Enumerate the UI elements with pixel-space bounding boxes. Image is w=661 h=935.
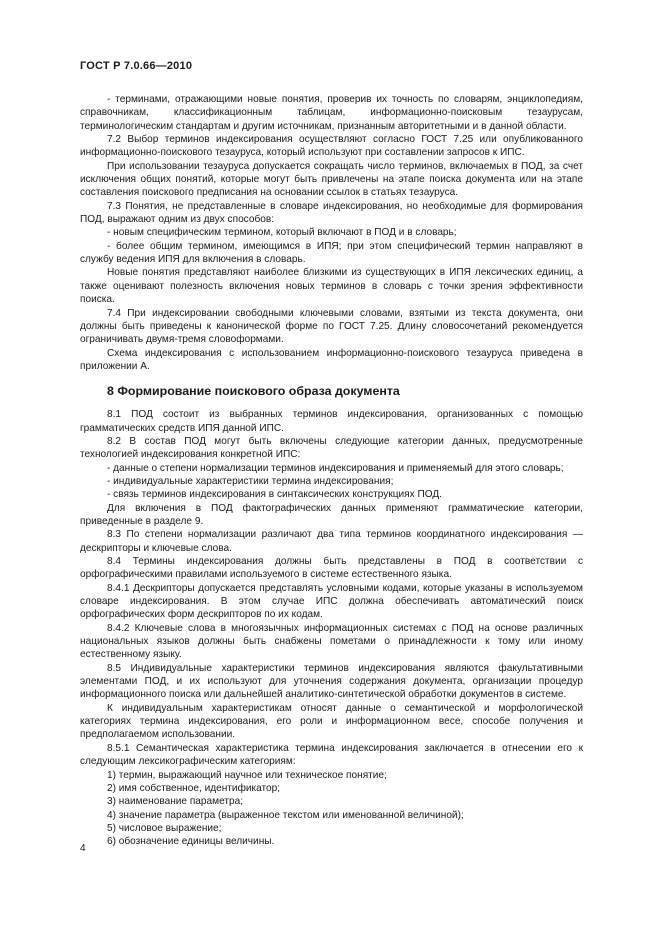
- list-item: - связь терминов индексирования в синтаксических конструкциях ПОД.: [107, 489, 442, 501]
- paragraph-7-1-item: - терминами, отражающими новые понятия, проверив их точность по словарям, энциклопедиям, справочникам, классификационным таблицам, информационно-поисковым тезаурусам, терминологическим стандартам и другим источникам, признанным авторитетными и в данной области.: [80, 94, 583, 132]
- paragraph-8-3: 8.3 По степени нормализации различают два типа терминов координатного индексирования — дескрипторы и ключевые слова.: [80, 529, 583, 554]
- spacer: [80, 373, 583, 384]
- list-item: 4) значение параметра (выраженное текстом или именованной величиной);: [107, 809, 464, 821]
- paragraph-7-3: 7.3 Понятия, не представленные в словаре индексирования, но необходимые для формирования ПОД, выражают одним из двух способов:: [80, 200, 583, 226]
- paragraph-8-4-1: 8.4.1 Дескрипторы допускается представлять условными кодами, которые указаны в используемом словаре индексирования. В этом случае ИПС должна обеспечивать автоматический поиск орфографических форм дескрипторов по их кодам.: [80, 582, 583, 621]
- list-item-new-term: - новым специфическим термином, который включают в ПОД и в словарь;: [107, 227, 457, 239]
- document-body: [80, 93, 583, 849]
- paragraph-thesaurus-usage: При использовании тезауруса допускается сокращать число терминов, включаемых в ПОД, за счет исключения общих понятий, которые могут быть привлечены на этапе поиска документа или на этапе составления поискового предписания на основании ссылок в статьях тезауруса.: [80, 160, 583, 199]
- document-header: ГОСТ Р 7.0.66—2010: [80, 60, 193, 72]
- paragraph-7-4: 7.4 При индексировании свободными ключевыми словами, взятыми из текста документа, они должны быть приведены к канонической форме по ГОСТ 7.25. Длину словосочетаний рекомендуется ограничивать двумя-тремя словоформами.: [80, 307, 583, 346]
- paragraph-characteristics: К индивидуальным характеристикам относят данные о семантической и морфологической категориях термина индексирования, его роли и информационном весе, способе получения и предполагаемом использовании.: [80, 702, 583, 741]
- list-item: 6) обозначение единицы величины.: [107, 836, 275, 848]
- list-item: 5) числовое выражение;: [107, 822, 222, 834]
- list-item-general-term: - более общим термином, имеющимся в ИПЯ; при этом специфический термин направляют в службу ведения ИПЯ для включения в словарь.: [80, 240, 583, 266]
- paragraph-8-1: 8.1 ПОД состоит из выбранных терминов индексирования, организованных с помощью грамматических средств ИПЯ данной ИПС.: [80, 409, 583, 434]
- paragraph-factographic: Для включения в ПОД фактографических данных применяют грамматические категории, приведенные в разделе 9.: [80, 502, 583, 527]
- paragraph-8-4: 8.4 Термины индексирования должны быть представлены в ПОД в соответствии с орфографическими правилами используемого в системе естественного языка.: [80, 556, 583, 581]
- paragraph-8-2: 8.2 В состав ПОД могут быть включены следующие категории данных, предусмотренные технологией индексирования конкретной ИПС:: [80, 435, 583, 461]
- section-heading: 8 Формирование поискового образа документа: [107, 384, 400, 399]
- list-item: 2) имя собственное, идентификатор;: [107, 782, 281, 794]
- paragraph-indexing-scheme: Схема индексирования с использованием информационно-поискового тезауруса приведена в приложении А.: [80, 347, 583, 372]
- list-item: 1) термин, выражающий научное или техническое понятие;: [107, 769, 387, 781]
- list-item: 3) наименование параметра;: [107, 796, 244, 808]
- paragraph-8-5: 8.5 Индивидуальные характеристики терминов индексирования являются факультативными элементами ПОД, и их используют для уточнения содержания документа, организации процедур информационного поиска или дальнейшей аналитико-синтетической обработки документов в системе.: [80, 662, 583, 701]
- paragraph-8-5-1: 8.5.1 Семантическая характеристика термина индексирования заключается в отнесении его к следующим лексикографическим категориям:: [80, 742, 583, 768]
- paragraph-8-4-2: 8.4.2 Ключевые слова в многоязычных информационных системах с ПОД на основе различных национальных языков должны быть снабжены пометами о принадлежности к тому или иному естественному языку.: [80, 622, 583, 661]
- page-number: 4: [80, 843, 86, 854]
- list-item: - индивидуальные характеристики термина индексирования;: [107, 475, 394, 487]
- paragraph-7-2: 7.2 Выбор терминов индексирования осуществляют согласно ГОСТ 7.25 или опубликованного информационно-поискового тезауруса, который используют при составлении запросов к ИПС.: [80, 134, 583, 159]
- spacer: [80, 399, 583, 408]
- list-item: - данные о степени нормализации терминов индексирования и применяемый для этого словарь;: [107, 462, 564, 474]
- paragraph-new-concepts: Новые понятия представляют наиболее близкими из существующих в ИПЯ лексических единиц, а также оценивают полезность включения новых терминов в словарь с точки зрения эффективности поиска.: [80, 267, 583, 306]
